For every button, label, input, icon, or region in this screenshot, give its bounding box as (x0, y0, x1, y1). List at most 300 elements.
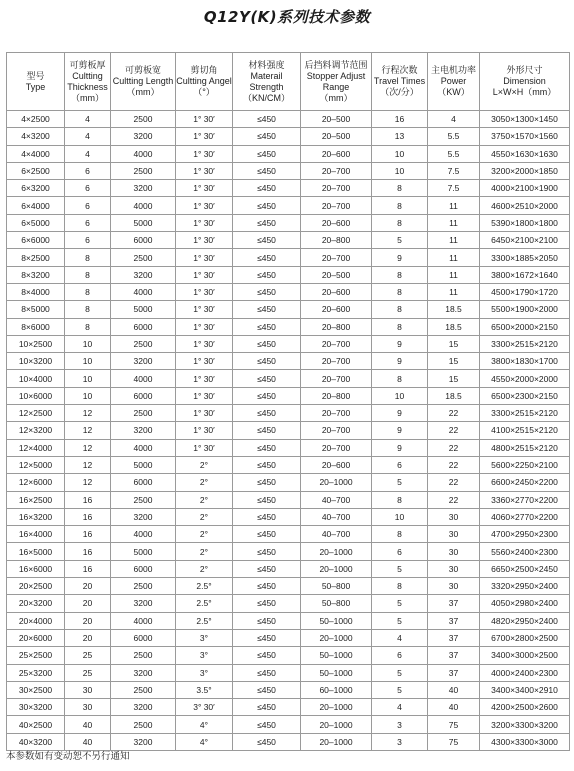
cell-type: 12×4000 (7, 439, 65, 456)
cell-angle: 2° (176, 474, 233, 491)
cell-strength: ≤450 (233, 664, 301, 681)
cell-stopper-range: 20–1000 (301, 699, 372, 716)
cell-dimension: 4060×2770×2200 (480, 508, 570, 525)
cell-travel-times: 8 (372, 197, 428, 214)
column-header-line: （次/分） (380, 87, 419, 97)
cell-strength: ≤450 (233, 578, 301, 595)
cell-thickness: 16 (65, 491, 111, 508)
column-header-strength (233, 53, 301, 111)
cell-angle: 1° 30′ (176, 111, 233, 128)
cell-travel-times: 8 (372, 180, 428, 197)
table-row (7, 283, 570, 300)
cell-power: 37 (428, 612, 480, 629)
cell-travel-times: 9 (372, 335, 428, 352)
cell-thickness: 25 (65, 664, 111, 681)
table-row (7, 578, 570, 595)
cell-stopper-range: 40–700 (301, 526, 372, 543)
cell-stopper-range: 20–1000 (301, 733, 372, 750)
cell-power: 22 (428, 405, 480, 422)
cell-strength: ≤450 (233, 370, 301, 387)
cell-stopper-range: 50–800 (301, 578, 372, 595)
column-header-line: （mm） (71, 92, 104, 103)
cell-type: 40×2500 (7, 716, 65, 733)
cell-thickness: 12 (65, 422, 111, 439)
cell-power: 22 (428, 439, 480, 456)
cell-type: 16×2500 (7, 491, 65, 508)
cell-strength: ≤450 (233, 699, 301, 716)
cell-length: 5000 (111, 543, 176, 560)
cell-strength: ≤450 (233, 353, 301, 370)
cell-stopper-range: 20–1000 (301, 474, 372, 491)
cell-dimension: 3400×3400×2910 (480, 681, 570, 698)
cell-travel-times: 8 (372, 578, 428, 595)
cell-stopper-range: 20–600 (301, 456, 372, 473)
cell-strength: ≤450 (233, 197, 301, 214)
cell-type: 10×2500 (7, 335, 65, 352)
cell-power: 37 (428, 629, 480, 646)
cell-strength: ≤450 (233, 612, 301, 629)
cell-stopper-range: 40–700 (301, 491, 372, 508)
cell-thickness: 40 (65, 733, 111, 750)
footnote: 本参数如有变动恕不另行通知 (6, 751, 130, 762)
cell-dimension: 3320×2950×2400 (480, 578, 570, 595)
column-header-line: Dimension (503, 76, 546, 86)
cell-strength: ≤450 (233, 405, 301, 422)
cell-length: 4000 (111, 612, 176, 629)
cell-travel-times: 3 (372, 733, 428, 750)
cell-thickness: 20 (65, 578, 111, 595)
cell-dimension: 3300×2515×2120 (480, 405, 570, 422)
table-header-row (7, 53, 570, 111)
table-row (7, 249, 570, 266)
cell-stopper-range: 20–700 (301, 439, 372, 456)
cell-angle: 4° (176, 716, 233, 733)
cell-dimension: 4700×2950×2300 (480, 526, 570, 543)
cell-travel-times: 9 (372, 439, 428, 456)
cell-strength: ≤450 (233, 387, 301, 404)
cell-power: 18.5 (428, 387, 480, 404)
column-header-line: 可剪板厚 (69, 59, 106, 70)
cell-strength: ≤450 (233, 491, 301, 508)
cell-type: 6×5000 (7, 214, 65, 231)
column-header-line: L×W×H（mm） (492, 87, 557, 97)
cell-power: 11 (428, 232, 480, 249)
cell-travel-times: 8 (372, 370, 428, 387)
column-header-line: 剪切角 (190, 65, 218, 75)
cell-stopper-range: 20–1000 (301, 716, 372, 733)
cell-dimension: 6500×2300×2150 (480, 387, 570, 404)
cell-stopper-range: 20–600 (301, 301, 372, 318)
table-row (7, 128, 570, 145)
cell-angle: 3.5° (176, 681, 233, 698)
cell-type: 12×3200 (7, 422, 65, 439)
cell-angle: 2.5° (176, 578, 233, 595)
cell-angle: 1° 30′ (176, 301, 233, 318)
cell-travel-times: 6 (372, 543, 428, 560)
cell-angle: 3° (176, 629, 233, 646)
cell-type: 25×3200 (7, 664, 65, 681)
cell-length: 5000 (111, 214, 176, 231)
cell-stopper-range: 20–800 (301, 232, 372, 249)
cell-travel-times: 5 (372, 595, 428, 612)
cell-stopper-range: 40–700 (301, 508, 372, 525)
cell-length: 4000 (111, 283, 176, 300)
cell-type: 6×3200 (7, 180, 65, 197)
column-header-line: 材料强度 (248, 59, 285, 70)
cell-travel-times: 4 (372, 629, 428, 646)
cell-travel-times: 10 (372, 387, 428, 404)
column-header-line: 型号 (26, 70, 45, 81)
column-header-line: （KN/CM） (243, 92, 290, 103)
cell-strength: ≤450 (233, 474, 301, 491)
cell-power: 15 (428, 370, 480, 387)
cell-type: 20×3200 (7, 595, 65, 612)
cell-travel-times: 5 (372, 474, 428, 491)
cell-strength: ≤450 (233, 301, 301, 318)
cell-thickness: 16 (65, 526, 111, 543)
cell-angle: 1° 30′ (176, 180, 233, 197)
cell-thickness: 40 (65, 716, 111, 733)
cell-length: 2500 (111, 647, 176, 664)
cell-length: 6000 (111, 318, 176, 335)
cell-angle: 2° (176, 508, 233, 525)
column-header-line: （mm） (319, 92, 353, 103)
column-header-line: 后挡料调节范围 (304, 59, 368, 70)
cell-stopper-range: 20–700 (301, 335, 372, 352)
cell-length: 4000 (111, 439, 176, 456)
cell-dimension: 6700×2800×2500 (480, 629, 570, 646)
cell-length: 3200 (111, 508, 176, 525)
column-header-line: Materail Strength (249, 70, 284, 92)
cell-power: 22 (428, 491, 480, 508)
cell-length: 2500 (111, 111, 176, 128)
cell-thickness: 16 (65, 508, 111, 525)
cell-stopper-range: 20–700 (301, 353, 372, 370)
table-row (7, 543, 570, 560)
table-row (7, 647, 570, 664)
cell-length: 2500 (111, 578, 176, 595)
cell-strength: ≤450 (233, 595, 301, 612)
cell-power: 11 (428, 214, 480, 231)
column-header-line: Cultting Length (112, 76, 174, 86)
cell-dimension: 6650×2500×2450 (480, 560, 570, 577)
column-header-line: 可剪板宽 (124, 65, 161, 75)
table-row (7, 197, 570, 214)
column-header-line: 主电机功率 (430, 65, 476, 75)
cell-length: 3200 (111, 664, 176, 681)
cell-dimension: 3050×1300×1450 (480, 111, 570, 128)
cell-thickness: 10 (65, 353, 111, 370)
cell-length: 2500 (111, 405, 176, 422)
cell-power: 37 (428, 647, 480, 664)
table-row (7, 370, 570, 387)
page-title: Q12Y(K)系列技术参数 (203, 8, 371, 26)
table-row (7, 699, 570, 716)
cell-stopper-range: 20–600 (301, 283, 372, 300)
cell-strength: ≤450 (233, 232, 301, 249)
cell-thickness: 20 (65, 629, 111, 646)
cell-angle: 1° 30′ (176, 128, 233, 145)
cell-length: 4000 (111, 197, 176, 214)
column-header-line: Type (25, 81, 46, 92)
cell-dimension: 4300×3300×3000 (480, 733, 570, 750)
table-row (7, 405, 570, 422)
cell-thickness: 8 (65, 301, 111, 318)
table-row (7, 526, 570, 543)
cell-strength: ≤450 (233, 629, 301, 646)
cell-length: 2500 (111, 335, 176, 352)
cell-length: 6000 (111, 560, 176, 577)
cell-type: 6×4000 (7, 197, 65, 214)
cell-thickness: 10 (65, 387, 111, 404)
cell-strength: ≤450 (233, 266, 301, 283)
cell-dimension: 4100×2515×2120 (480, 422, 570, 439)
cell-dimension: 4000×2100×1900 (480, 180, 570, 197)
cell-type: 12×5000 (7, 456, 65, 473)
cell-travel-times: 8 (372, 214, 428, 231)
cell-length: 6000 (111, 629, 176, 646)
cell-angle: 3° (176, 664, 233, 681)
cell-power: 22 (428, 422, 480, 439)
cell-power: 30 (428, 508, 480, 525)
cell-power: 30 (428, 526, 480, 543)
cell-travel-times: 9 (372, 249, 428, 266)
cell-dimension: 4000×2400×2300 (480, 664, 570, 681)
cell-angle: 1° 30′ (176, 387, 233, 404)
cell-travel-times: 5 (372, 612, 428, 629)
column-header-line: （mm） (126, 87, 160, 97)
table-row (7, 664, 570, 681)
cell-travel-times: 5 (372, 681, 428, 698)
cell-type: 8×3200 (7, 266, 65, 283)
cell-stopper-range: 20–500 (301, 128, 372, 145)
table-row (7, 335, 570, 352)
cell-type: 10×6000 (7, 387, 65, 404)
cell-length: 3200 (111, 595, 176, 612)
cell-thickness: 12 (65, 405, 111, 422)
cell-angle: 4° (176, 733, 233, 750)
cell-length: 4000 (111, 370, 176, 387)
cell-stopper-range: 20–600 (301, 145, 372, 162)
cell-length: 6000 (111, 232, 176, 249)
cell-length: 2500 (111, 681, 176, 698)
cell-strength: ≤450 (233, 145, 301, 162)
cell-power: 22 (428, 474, 480, 491)
cell-power: 40 (428, 699, 480, 716)
cell-length: 2500 (111, 716, 176, 733)
cell-power: 40 (428, 681, 480, 698)
cell-power: 5.5 (428, 128, 480, 145)
column-header-type (7, 53, 65, 111)
cell-angle: 1° 30′ (176, 422, 233, 439)
cell-travel-times: 8 (372, 283, 428, 300)
table-row (7, 318, 570, 335)
cell-strength: ≤450 (233, 439, 301, 456)
cell-angle: 1° 30′ (176, 283, 233, 300)
cell-thickness: 10 (65, 335, 111, 352)
cell-type: 12×6000 (7, 474, 65, 491)
cell-type: 4×4000 (7, 145, 65, 162)
cell-strength: ≤450 (233, 647, 301, 664)
cell-dimension: 5560×2400×2300 (480, 543, 570, 560)
cell-stopper-range: 60–1000 (301, 681, 372, 698)
column-header-line: Cultting Angel (176, 76, 232, 86)
cell-stopper-range: 20–800 (301, 318, 372, 335)
cell-stopper-range: 50–800 (301, 595, 372, 612)
table-row (7, 456, 570, 473)
cell-type: 20×6000 (7, 629, 65, 646)
column-header-line: Range (322, 81, 350, 92)
cell-stopper-range: 20–1000 (301, 560, 372, 577)
cell-length: 2500 (111, 162, 176, 179)
table-row (7, 560, 570, 577)
column-header-line: （°） (193, 87, 215, 97)
table-row (7, 422, 570, 439)
cell-dimension: 4500×1790×1720 (480, 283, 570, 300)
cell-angle: 1° 30′ (176, 145, 233, 162)
cell-dimension: 4820×2950×2400 (480, 612, 570, 629)
column-header-stopper-range (301, 53, 372, 111)
cell-strength: ≤450 (233, 422, 301, 439)
table-row (7, 232, 570, 249)
column-header-line: 行程次数 (381, 65, 418, 75)
cell-type: 8×4000 (7, 283, 65, 300)
cell-thickness: 30 (65, 699, 111, 716)
cell-travel-times: 5 (372, 232, 428, 249)
cell-stopper-range: 20–700 (301, 370, 372, 387)
cell-angle: 2° (176, 526, 233, 543)
cell-thickness: 20 (65, 595, 111, 612)
cell-travel-times: 6 (372, 456, 428, 473)
cell-angle: 2° (176, 543, 233, 560)
column-header-thickness (65, 53, 111, 111)
cell-power: 4 (428, 111, 480, 128)
cell-dimension: 4550×1630×1630 (480, 145, 570, 162)
cell-length: 2500 (111, 491, 176, 508)
cell-dimension: 3200×2000×1850 (480, 162, 570, 179)
cell-travel-times: 4 (372, 699, 428, 716)
cell-type: 30×2500 (7, 681, 65, 698)
cell-thickness: 16 (65, 560, 111, 577)
cell-thickness: 8 (65, 283, 111, 300)
cell-thickness: 4 (65, 145, 111, 162)
cell-travel-times: 10 (372, 162, 428, 179)
cell-type: 6×2500 (7, 162, 65, 179)
cell-travel-times: 8 (372, 526, 428, 543)
cell-power: 11 (428, 266, 480, 283)
column-header-line: Travel Times (373, 76, 426, 86)
cell-angle: 1° 30′ (176, 197, 233, 214)
cell-stopper-range: 50–1000 (301, 612, 372, 629)
table-row (7, 353, 570, 370)
cell-thickness: 12 (65, 456, 111, 473)
cell-thickness: 8 (65, 318, 111, 335)
column-header-travel-times (372, 53, 428, 111)
cell-travel-times: 3 (372, 716, 428, 733)
cell-stopper-range: 50–1000 (301, 647, 372, 664)
cell-strength: ≤450 (233, 180, 301, 197)
table-row (7, 491, 570, 508)
cell-angle: 1° 30′ (176, 249, 233, 266)
cell-length: 3200 (111, 699, 176, 716)
cell-length: 3200 (111, 128, 176, 145)
cell-power: 30 (428, 543, 480, 560)
cell-power: 22 (428, 456, 480, 473)
cell-travel-times: 6 (372, 647, 428, 664)
cell-travel-times: 5 (372, 560, 428, 577)
cell-angle: 3° 30′ (176, 699, 233, 716)
table-row (7, 439, 570, 456)
cell-length: 5000 (111, 456, 176, 473)
cell-dimension: 6450×2100×2100 (480, 232, 570, 249)
cell-thickness: 12 (65, 474, 111, 491)
column-header-line: Cultting (72, 70, 103, 81)
cell-strength: ≤450 (233, 681, 301, 698)
cell-travel-times: 8 (372, 491, 428, 508)
cell-type: 40×3200 (7, 733, 65, 750)
cell-type: 20×4000 (7, 612, 65, 629)
cell-type: 30×3200 (7, 699, 65, 716)
cell-angle: 3° (176, 647, 233, 664)
cell-travel-times: 8 (372, 301, 428, 318)
cell-power: 75 (428, 733, 480, 750)
cell-power: 7.5 (428, 180, 480, 197)
column-header-angle (176, 53, 233, 111)
cell-stopper-range: 20–700 (301, 405, 372, 422)
cell-type: 10×3200 (7, 353, 65, 370)
cell-thickness: 4 (65, 111, 111, 128)
cell-stopper-range: 20–700 (301, 422, 372, 439)
cell-thickness: 6 (65, 214, 111, 231)
table-row (7, 180, 570, 197)
cell-stopper-range: 20–700 (301, 162, 372, 179)
cell-travel-times: 13 (372, 128, 428, 145)
cell-strength: ≤450 (233, 508, 301, 525)
cell-power: 37 (428, 664, 480, 681)
cell-stopper-range: 20–800 (301, 387, 372, 404)
cell-strength: ≤450 (233, 716, 301, 733)
cell-length: 4000 (111, 145, 176, 162)
cell-thickness: 6 (65, 180, 111, 197)
cell-angle: 1° 30′ (176, 318, 233, 335)
cell-type: 16×5000 (7, 543, 65, 560)
cell-angle: 1° 30′ (176, 266, 233, 283)
cell-power: 15 (428, 353, 480, 370)
column-header-line: （KW） (437, 87, 470, 97)
cell-travel-times: 8 (372, 318, 428, 335)
table-row (7, 162, 570, 179)
table-row (7, 508, 570, 525)
cell-travel-times: 10 (372, 145, 428, 162)
cell-angle: 2° (176, 456, 233, 473)
cell-angle: 1° 30′ (176, 439, 233, 456)
cell-strength: ≤450 (233, 335, 301, 352)
cell-thickness: 10 (65, 370, 111, 387)
cell-length: 3200 (111, 733, 176, 750)
table-row (7, 595, 570, 612)
cell-strength: ≤450 (233, 526, 301, 543)
cell-thickness: 6 (65, 197, 111, 214)
cell-travel-times: 9 (372, 422, 428, 439)
cell-type: 12×2500 (7, 405, 65, 422)
cell-angle: 1° 30′ (176, 353, 233, 370)
cell-angle: 2.5° (176, 595, 233, 612)
cell-thickness: 6 (65, 162, 111, 179)
cell-power: 18.5 (428, 318, 480, 335)
cell-angle: 2° (176, 560, 233, 577)
column-header-dimension (480, 53, 570, 111)
table-row (7, 387, 570, 404)
